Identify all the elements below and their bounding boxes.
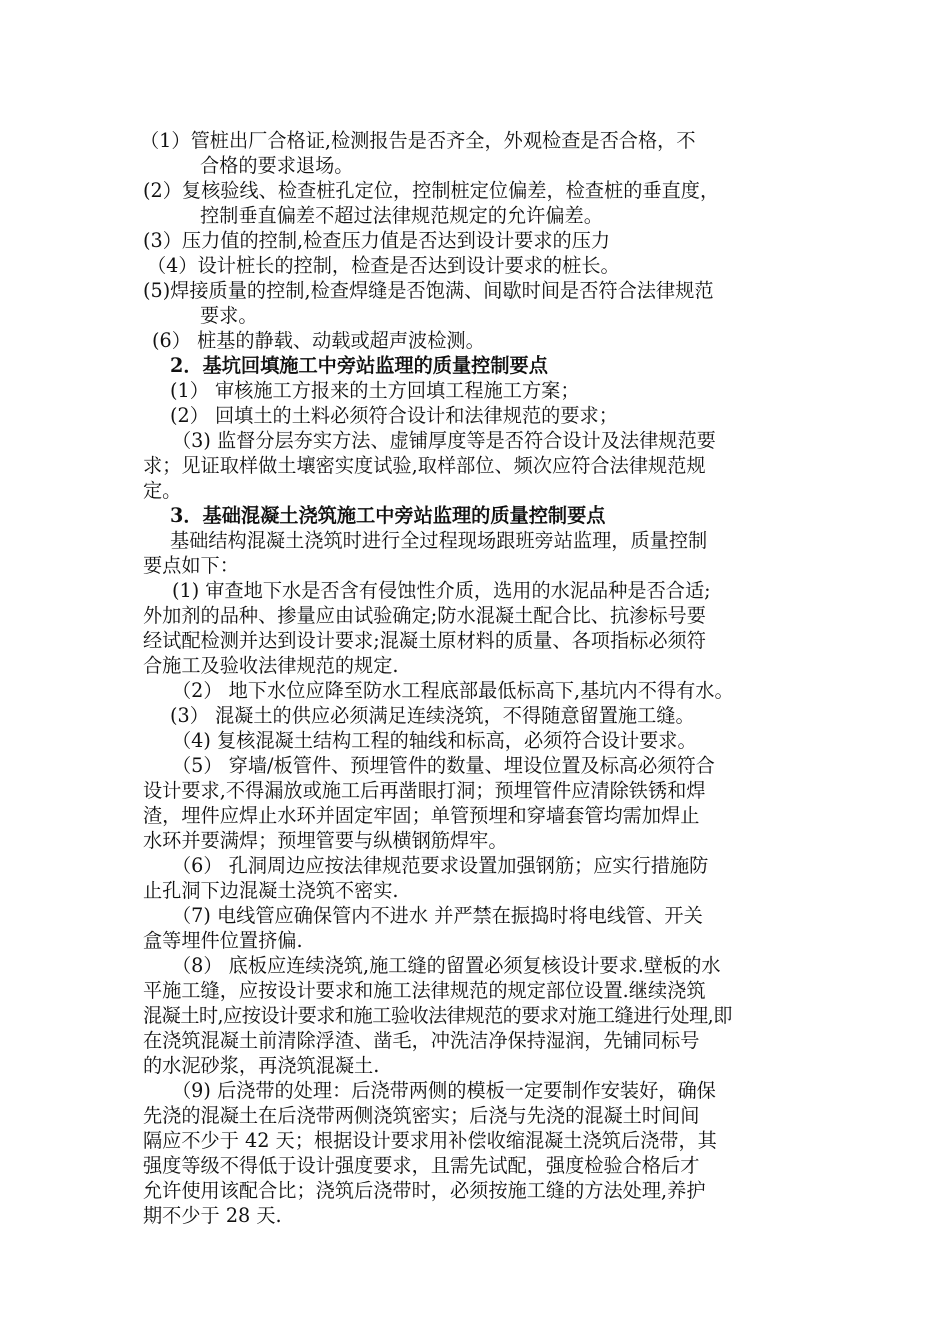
- text-line: (5)焊接质量的控制,检查焊缝是否饱满、间歇时间是否符合法律规范: [143, 279, 714, 302]
- text-line: 在浇筑混凝土前清除浮渣、凿毛，冲洗洁净保持湿润，先铺同标号: [143, 1029, 700, 1052]
- text-line: (2）复核验线、检查桩孔定位，控制桩定位偏差，检查桩的垂直度，: [143, 179, 720, 202]
- text-line: (2） 回填土的土料必须符合设计和法律规范的要求；: [170, 404, 618, 427]
- section-heading: 3．基础混凝土浇筑施工中旁站监理的质量控制要点: [170, 504, 606, 527]
- text-line: 水环并要满焊；预埋管要与纵横钢筋焊牢。: [143, 829, 508, 852]
- text-line: （7) 电线管应确保管内不进水 并严禁在振捣时将电线管、开关: [172, 904, 703, 927]
- text-line: （5） 穿墙/板管件、预埋管件的数量、埋设位置及标高必须符合: [172, 754, 715, 777]
- text-line: (6） 桩基的静载、动载或超声波检测。: [152, 329, 485, 352]
- text-line: (3）压力值的控制,检查压力值是否达到设计要求的压力: [143, 229, 611, 252]
- text-line: 合施工及验收法律规范的规定.: [143, 654, 399, 677]
- text-line: (1) 审查地下水是否含有侵蚀性介质，选用的水泥品种是否合适;: [172, 579, 711, 602]
- text-line: 控制垂直偏差不超过法律规范规定的允许偏差。: [200, 204, 603, 227]
- text-line: 渣，埋件应焊止水环并固定牢固；单管预埋和穿墙套管均需加焊止: [143, 804, 700, 827]
- text-line: 混凝土时,应按设计要求和施工验收法律规范的要求对施工缝进行处理,即: [143, 1004, 732, 1027]
- text-line: 的水泥砂浆，再浇筑混凝土.: [143, 1054, 380, 1077]
- text-line: 盒等埋件位置挤偏.: [143, 929, 303, 952]
- text-line: 强度等级不得低于设计强度要求，且需先试配，强度检验合格后才: [143, 1154, 700, 1177]
- text-line: 先浇的混凝土在后浇带两侧浇筑密实；后浇与先浇的混凝土时间间: [143, 1104, 700, 1127]
- text-line: 合格的要求退场。: [200, 154, 354, 177]
- text-line: （2） 地下水位应降至防水工程底部最低标高下,基坑内不得有水。: [172, 679, 734, 702]
- text-line: 平施工缝，应按设计要求和施工法律规范的规定部位设置.继续浇筑: [143, 979, 706, 1002]
- text-line: （6） 孔洞周边应按法律规范要求设置加强钢筋；应实行措施防: [172, 854, 709, 877]
- text-line: 求；见证取样做土壤密实度试验,取样部位、频次应符合法律规范规: [143, 454, 706, 477]
- text-line: （4）设计桩长的控制，检查是否达到设计要求的桩长。: [147, 254, 620, 277]
- text-line: 止孔洞下边混凝土浇筑不密实.: [143, 879, 399, 902]
- text-line: （8） 底板应连续浇筑,施工缝的留置必须复核设计要求.壁板的水: [172, 954, 721, 977]
- text-line: 基础结构混凝土浇筑时进行全过程现场跟班旁站监理，质量控制: [170, 529, 708, 552]
- text-line: （1）管桩出厂合格证,检测报告是否齐全，外观检查是否合格，不: [140, 129, 696, 152]
- text-line: （4) 复核混凝土结构工程的轴线和标高，必须符合设计要求。: [172, 729, 697, 752]
- text-line: 外加剂的品种、掺量应由试验确定;防水混凝土配合比、抗渗标号要: [143, 604, 706, 627]
- text-line: 允许使用该配合比；浇筑后浇带时，必须按施工缝的方法处理,养护: [143, 1179, 706, 1202]
- text-line: 要求。: [200, 304, 258, 327]
- section-heading: 2．基坑回填施工中旁站监理的质量控制要点: [170, 354, 548, 377]
- text-line: 经试配检测并达到设计要求;混凝土原材料的质量、各项指标必须符: [143, 629, 706, 652]
- text-line: 隔应不少于 42 天；根据设计要求用补偿收缩混凝土浇筑后浇带，其: [143, 1129, 717, 1152]
- text-line: (1） 审核施工方报来的土方回填工程施工方案；: [170, 379, 580, 402]
- text-line: 期不少于 28 天.: [143, 1204, 282, 1227]
- text-line: (3） 混凝土的供应必须满足连续浇筑，不得随意留置施工缝。: [170, 704, 695, 727]
- text-line: （9) 后浇带的处理：后浇带两侧的模板一定要制作安装好，确保: [172, 1079, 716, 1102]
- text-line: 要点如下：: [143, 554, 239, 577]
- text-line: 设计要求,不得漏放或施工后再凿眼打洞；预埋管件应清除铁锈和焊: [143, 779, 706, 802]
- text-line: 定。: [143, 479, 182, 502]
- text-line: （3) 监督分层夯实方法、虚铺厚度等是否符合设计及法律规范要: [172, 429, 716, 452]
